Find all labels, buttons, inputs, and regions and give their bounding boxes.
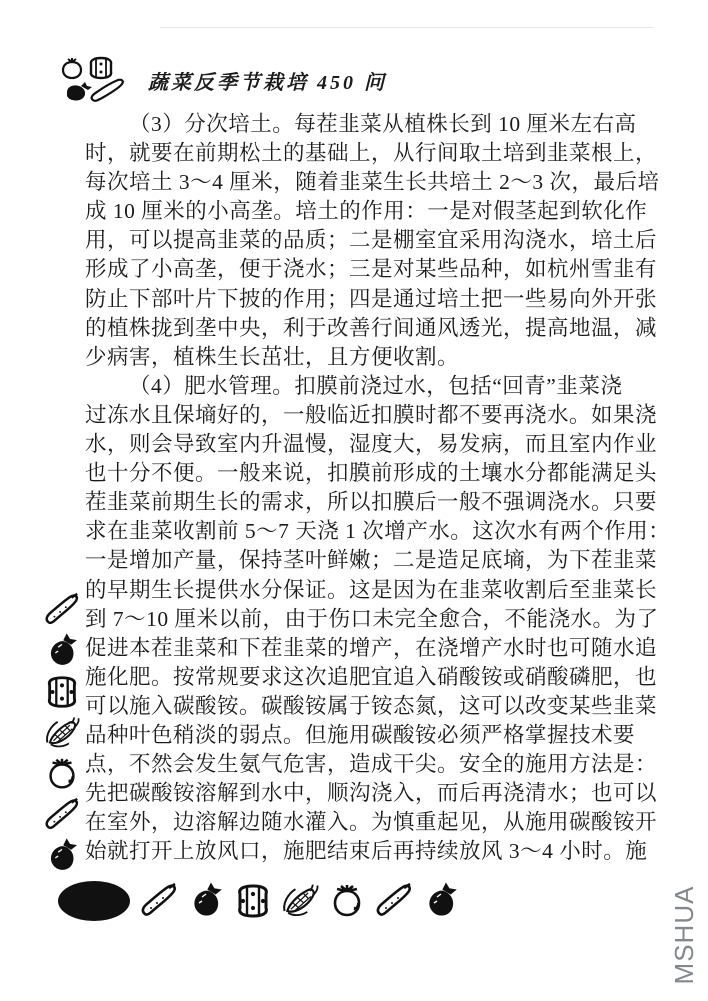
text-line: 的早期生长提供水分保证。这是因为在韭菜收割后至韭菜长 bbox=[85, 577, 658, 602]
text-line: 点，不然会发生氨气危害，造成干尖。安全的施用方法是： bbox=[85, 752, 658, 777]
cucumber-icon bbox=[374, 881, 414, 921]
text-line: 少病害，植株生长茁壮，且方便收割。 bbox=[85, 344, 460, 369]
corn-icon bbox=[43, 714, 81, 752]
text-line: 一是增加产量，保持茎叶鲜嫩；二是造足底墒，为下茬韭菜 bbox=[85, 548, 658, 573]
tomato-icon bbox=[43, 755, 81, 793]
text-line: 水，则会导致室内升温慢，湿度大，易发病，而且室内作业 bbox=[85, 432, 658, 457]
text-line: 促进本茬韭菜和下茬韭菜的增产，在浇增产水时也可随水追 bbox=[85, 635, 658, 660]
tomato-icon bbox=[327, 881, 367, 921]
text-line: 过冻水且保墒好的，一般临近扣膜时都不要再浇水。如果浇 bbox=[85, 402, 658, 427]
vegetable-cluster-logo-icon bbox=[57, 56, 137, 106]
page-header-title: 蔬菜反季节栽培 450 问 bbox=[148, 72, 387, 94]
text-line: 在室外，边溶解边随水灌入。为慎重起见，从施用碳酸铵开 bbox=[85, 810, 658, 835]
cucumber-icon bbox=[43, 796, 81, 834]
text-line: 用，可以提高韭菜的品质；二是棚室宜采用沟浇水，培土后 bbox=[85, 228, 658, 253]
text-line: 可以施入碳酸铵。碳酸铵属于铵态氮，这可以改变某些韭菜 bbox=[85, 693, 658, 718]
pumpkin-icon bbox=[233, 881, 273, 921]
margin-icon-column bbox=[40, 591, 84, 875]
text-line: 求在韭菜收割前 5～7 天浇 1 次增产水。这次水有两个作用： bbox=[85, 519, 671, 544]
text-line: 成 10 厘米的小高垄。培土的作用：一是对假茎起到软化作 bbox=[85, 199, 648, 224]
text-line: 时，就要在前期松土的基础上，从行间取土培到韭菜根上， bbox=[85, 141, 658, 166]
black-ellipse-shape bbox=[56, 879, 132, 923]
text-line: 始就打开上放风口，施肥结束后再持续放风 3～4 小时。施 bbox=[85, 839, 648, 864]
text-line: （4）肥水管理。扣膜前浇过水，包括“回青”韭菜浇 bbox=[129, 373, 623, 398]
text-line: 形成了小高垄，便于浇水；三是对某些品种，如杭州雪韭有 bbox=[85, 257, 658, 282]
scan-artifact-line bbox=[160, 27, 653, 28]
text-line: （3）分次培土。每茬韭菜从植株长到 10 厘米左右高 bbox=[129, 112, 637, 136]
cucumber-icon bbox=[139, 881, 179, 921]
eggplant-icon bbox=[43, 837, 81, 875]
pumpkin-icon bbox=[43, 673, 81, 711]
watermark-text: MSHUA bbox=[669, 885, 699, 985]
eggplant-icon bbox=[186, 881, 226, 921]
text-line: 施化肥。按常规要求这次追肥宜追入硝酸铵或硝酸磷肥，也 bbox=[85, 664, 658, 689]
text-line: 先把碳酸铵溶解到水中，顺沟浇入，而后再浇清水；也可以 bbox=[85, 781, 658, 806]
eggplant-icon bbox=[43, 632, 81, 670]
corn-icon bbox=[280, 881, 320, 921]
text-line: 也十分不便。一般来说，扣膜前形成的土壤水分都能满足头 bbox=[85, 461, 658, 486]
cucumber-icon bbox=[43, 591, 81, 629]
text-line: 每次培土 3～4 厘米，随着韭菜生长共培土 2～3 次，最后培 bbox=[85, 170, 660, 195]
text-line: 品种叶色稍淡的弱点。但施用碳酸铵必须严格掌握技术要 bbox=[85, 722, 636, 747]
text-line: 防止下部叶片下披的作用；四是通过培土把一些易向外开张 bbox=[85, 286, 658, 311]
text-line: 茬韭菜前期生长的需求，所以扣膜后一般不强调浇水。只要 bbox=[85, 490, 658, 515]
text-line: 到 7～10 厘米以前，由于伤口未完全愈合，不能浇水。为了 bbox=[85, 606, 659, 631]
text-line: 的植株拢到垄中央，利于改善行间通风透光，提高地温，减 bbox=[85, 315, 658, 340]
footer-icon-row bbox=[56, 879, 461, 923]
eggplant-icon bbox=[421, 881, 461, 921]
body-text bbox=[85, 110, 671, 866]
